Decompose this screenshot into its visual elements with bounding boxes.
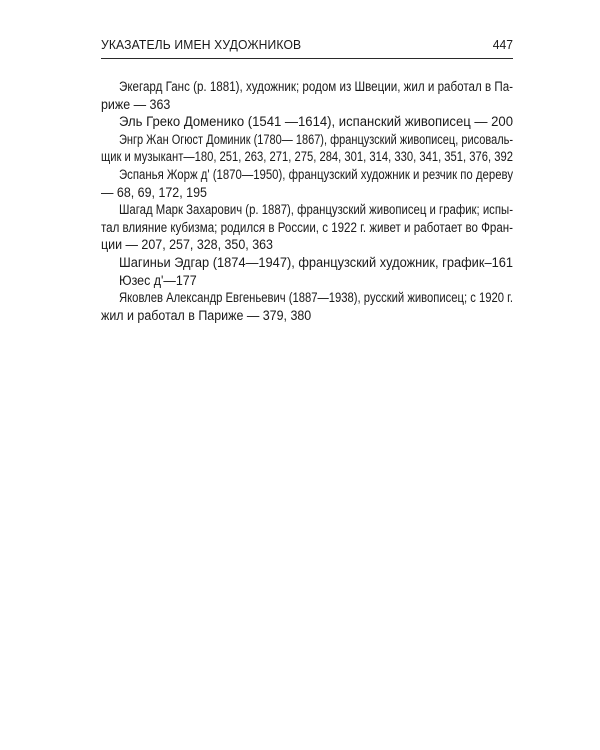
running-header [101,34,513,59]
entry-line: Эль Греко Доменико (1541 —1614), испанский живописец — 200 [119,114,514,130]
entry-line: риже — 363 [101,96,171,112]
index-entry [101,254,513,272]
entry-line: щик и музыкант—180, 251, 263, 271, 275, 284, 301, 314, 330, 341, 351, 376, 392 [101,149,513,165]
page-number: 447 [492,37,513,52]
entry-line: Яковлев Александр Евгеньевич (1887—1938), русский живописец; с 1920 г. [119,290,513,306]
index-entry [101,78,513,113]
artist-index-list [101,78,513,324]
index-entry [101,289,513,324]
entry-line: жил и работал в Париже — 379, 380 [101,307,312,323]
entry-line: — 68, 69, 172, 195 [101,184,207,200]
index-entry [101,201,513,254]
entry-line: тал влияние кубизма; родился в России, с 1922 г. живет и работает во Фран- [101,219,514,235]
entry-line: Шагиньи Эдгар (1874—1947), французский художник, график–161 [119,254,513,270]
entry-line: Юзес д'—177 [119,272,197,288]
entry-line: Шагад Марк Захарович (р. 1887), французский живописец и график; испы- [119,202,513,218]
entry-line: Эспанья Жорж д' (1870—1950), французский художник и резчик по дереву [119,166,514,182]
running-title: УКАЗАТЕЛЬ ИМЕН ХУДОЖНИКОВ [101,37,302,52]
entry-line: Экегард Ганс (р. 1881), художник; родом из Швеции, жил и работал в Па- [119,79,514,94]
index-entry [101,131,513,166]
index-entry [101,113,513,131]
index-entry [101,166,513,201]
entry-line: Энгр Жан Огюст Доминик (1780— 1867), французский живописец, рисоваль- [119,131,514,147]
entry-line: ции — 207, 257, 328, 350, 363 [101,237,273,253]
index-entry [101,272,513,290]
